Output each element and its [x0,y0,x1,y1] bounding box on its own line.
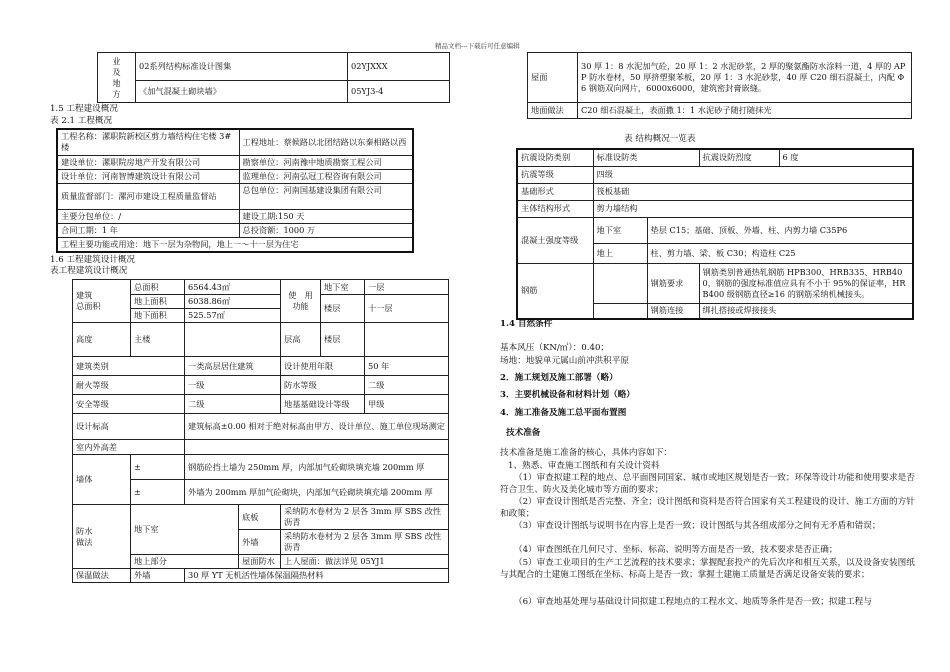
standard-code: 05YJ3-4 [348,81,450,103]
rebar-requirement-label: 钢筋要求 [647,263,699,303]
waterproof-bottom-label: 底板 [239,505,281,530]
general-contractor: 总包单位：河南国基建设集团有限公司 [239,183,413,209]
rebar-label: 钢筋 [517,263,593,319]
builder-unit: 建设单位：漯职院房地产开发有限公司 [57,155,239,169]
floors-value: 十一层 [365,295,449,323]
standards-table [97,52,450,103]
basement-value: 一层 [365,280,449,295]
above-area-value: 6038.86㎡ [185,295,281,309]
structure-table-caption: 表 结构概况一览表 [624,134,696,144]
main-structure-label: 主体结构形式 [517,200,593,217]
seismic-grade-label: 抗震等级 [517,166,593,183]
paragraph: 技术准备是施工准备的核心，具体内容如下： [500,448,672,458]
safety-grade-label: 安全等级 [73,395,185,414]
project-name: 工程名称：漯职院新校区剪力墙结构住宅楼 3#楼 [57,129,239,155]
waterproof-roof-label: 屋面防水 [239,555,281,569]
tech-prep-title: 技术准备 [506,428,541,438]
wall-row-mark: ± [131,455,185,480]
waterproof-method-label: 防水 做法 [73,505,131,569]
concrete-above-label: 地上 [593,243,647,263]
storey-label: 楼层 [321,323,365,357]
table-2-1-caption: 表 2.1 工程概况 [50,116,113,126]
project-address: 工程地址：蔡候路以北团结路以东秦相路以西 [239,129,413,155]
seismic-intensity-label: 抗震设防烈度 [699,149,779,166]
wind-pressure: 基本风压（KN/㎡）：0.40； [500,343,610,353]
seismic-category-label: 抗震设防类别 [517,149,593,166]
rebar-connection-label: 钢筋连接 [647,303,699,319]
concrete-underground-value: 垫层 C15；基础、顶板、外墙、柱、内剪力墙 C35P6 [647,217,913,243]
main-function: 工程主要功能或用途：地下一层为杂物间，地上一～十一层为住宅 [57,237,413,252]
design-elevation-value: 建筑标高±0.00 相对于绝对标高由甲方、设计单位、施工单位现场测定 [185,414,449,440]
function-label: 使 用 功能 [281,280,321,323]
paragraph: （5）审查工业项目的生产工艺流程的技术要求；掌握配套投产的先后次序和相互关系，以及设备安装图纸与其配合的土建施工图纸在坐标、标高上是否一致；掌握土建施工质量是否满足设备安装的要求； [500,558,915,580]
indoor-outdoor-diff-label: 室内外高差 [73,440,185,455]
section-4-title: 4．施工准备及施工总平面布置图 [500,408,627,418]
fire-rating-value: 一级 [185,376,281,395]
area-label: 建筑 总面积 [73,280,131,323]
basement-label: 地下室 [321,280,365,295]
building-category-label: 建筑类别 [73,357,185,376]
seismic-grade-value: 四级 [593,166,913,183]
standard-name: 02系列结构标准设计图集 [136,53,348,81]
subcontractor: 主要分包单位：/ [57,209,239,223]
height-label: 高度 [73,323,131,357]
floor-method-value: C20 细石混凝土，表面撒 1：1 水泥砂子随打随抹光 [578,103,912,119]
standard-code: 02YJXXX [348,53,450,81]
paragraph: （4）审查图纸在几何尺寸、坐标、标高、说明等方面是否一致，技术要求是否正确； [514,545,838,555]
page-header: 精品文档---下载后可任意编辑 [435,42,520,50]
design-elevation-label: 设计标高 [73,414,185,440]
total-investment: 总投资额：1000 万 [239,223,413,237]
supervision-unit: 监理单位：河南弘冠工程咨询有限公司 [239,169,413,183]
wall-label: 墙体 [73,455,131,505]
site-description: 场地：地貌单元属山前冲洪积平原 [500,356,629,366]
standard-name: 《加气混凝土砌块墙》 [136,81,348,103]
standards-category: 业 及 地 方 [98,53,136,103]
building-category-value: 一类高层居住建筑 [185,357,281,376]
waterproof-outerwall-value: 采纳防水卷材为 2 层各 3mm 厚 SBS 改性沥青 [281,530,449,555]
section-1-6-title: 1.6 工程建筑设计概况 [50,255,136,265]
main-structure-value: 剪力墙结构 [593,200,913,217]
waterproof-rating-label: 防水等级 [281,376,365,395]
section-3-title: 3．主要机械设备和材料计划（略） [500,390,635,400]
paragraph: （6）审查地基处理与基础设计同拟建工程地点的工程水文、地质等条件是否一致；拟建工程与 [514,597,872,607]
insulation-part: 外墙 [131,569,185,583]
foundation-type-label: 基础形式 [517,183,593,200]
waterproof-bottom-value: 采纳防水卷材为 2 层各 3mm 厚 SBS 改性沥青 [281,505,449,530]
design-life-label: 设计使用年限 [281,357,365,376]
quality-dept: 质量监督部门：漯河市建设工程质量监督站 [57,183,239,209]
above-area-label: 地上面积 [131,295,185,309]
arch-table-caption: 表工程建筑设计概况 [50,266,128,276]
section-2-title: 2．施工规划及施工部署（略） [500,373,618,383]
construction-period: 建设工期:150 天 [239,209,413,223]
concrete-underground-label: 地下室 [593,217,647,243]
insulation-value: 30 厚 YT 无机活性墙体保温隔热材料 [185,569,449,583]
paragraph: （2）审查设计图纸是否完整、齐全；设计图纸和资料是否符合国家有关工程建设的设计、施工方面的方针和政策； [500,497,915,519]
design-life-value: 50 年 [365,357,449,376]
storey-height-label: 层高 [281,323,321,357]
roof-floor-table [527,52,912,119]
paragraph: （1）审查拟建工程的地点、总平面图同国家、城市或地区规划是否一致；环保等设计功能和使用要求是否符合卫生、防火及美化城市等方面的要求； [500,473,915,495]
wall-row-mark: ± [131,480,185,505]
foundation-grade-value: 甲级 [365,395,449,414]
floor-method-label: 地面做法 [528,103,578,119]
structure-overview-table [516,148,914,320]
total-area-value: 6564.43㎡ [185,280,281,295]
wall-retaining-value: 钢筋砼挡土墙为 250mm 厚，内部加气砼砌块填充墙 200mm 厚 [185,455,449,480]
concrete-grade-label: 混凝土强度等级 [517,217,593,263]
below-area-label: 地下面积 [131,309,185,323]
rebar-requirement-value: 钢筋类别普通热轧钢筋 HPB300、HRB335、HRB400，钢筋的强度标准值应具有不小于 95%的保证率，HRB400 级钢筋直径≥16 的钢筋采纳机械接头。 [699,263,913,303]
seismic-intensity-value: 6 度 [779,149,913,166]
waterproof-rating-value: 二级 [365,376,449,395]
waterproof-basement-label: 地下室 [131,505,239,555]
section-1-5-title: 1.5 工程建设概况 [50,104,118,114]
seismic-category-value: 标准设防类 [593,149,699,166]
roof-value: 30 厚 1：8 水泥加气砼，20 厚 1：2 水泥砂浆，2 厚的聚氨酯防水涂料一道，4 厚的 APP 防水卷材，50 厚挤塑聚苯板，20 厚 1：3 水泥砂浆，40 厚 C20 细石混凝土，内配 Φ6 钢筋双向网片，6000x6000，建筑密封膏嵌缝。 [578,53,912,103]
insulation-label: 保温做法 [73,569,131,583]
fire-rating-label: 耐火等级 [73,376,185,395]
survey-unit: 勘察单位：河南豫中地质勘察工程公司 [239,155,413,169]
roof-label: 屋面 [528,53,578,103]
total-area-label: 总面积 [131,280,185,295]
project-overview-table [56,128,414,253]
waterproof-roof-value: 上人屋面：做法详见 05YJ1 [281,555,449,569]
concrete-above-value: 柱、剪力墙、梁、板 C30；构造柱 C25 [647,243,913,263]
contract-period: 合同工期：1 年 [57,223,239,237]
height-main: 主楼 [131,323,185,357]
floors-label: 楼层 [321,295,365,323]
section-1-4-title: 1.4 自然条件 [500,319,553,329]
safety-grade-value: 二级 [185,395,281,414]
foundation-type-value: 筏板基础 [593,183,913,200]
architecture-design-table [72,279,449,583]
waterproof-above-label: 地上部分 [131,555,239,569]
paragraph: 1、熟悉、审查施工图纸和有关设计资料 [508,461,660,471]
wall-exterior-value: 外墙为 200mm 厚加气砼砌块，内部加气砼砌块填充墙 200mm 厚 [185,480,449,505]
paragraph: （3）审查设计图纸与说明书在内容上是否一致；设计图纸与其各组成部分之间有无矛盾和错误； [514,521,881,531]
below-area-value: 525.57㎡ [185,309,281,323]
foundation-grade-label: 地基基础设计等级 [281,395,365,414]
rebar-connection-value: 绑扎搭接或焊接接头 [699,303,913,319]
waterproof-outerwall-label: 外墙 [239,530,281,555]
design-unit: 设计单位：河南智博建筑设计有限公司 [57,169,239,183]
